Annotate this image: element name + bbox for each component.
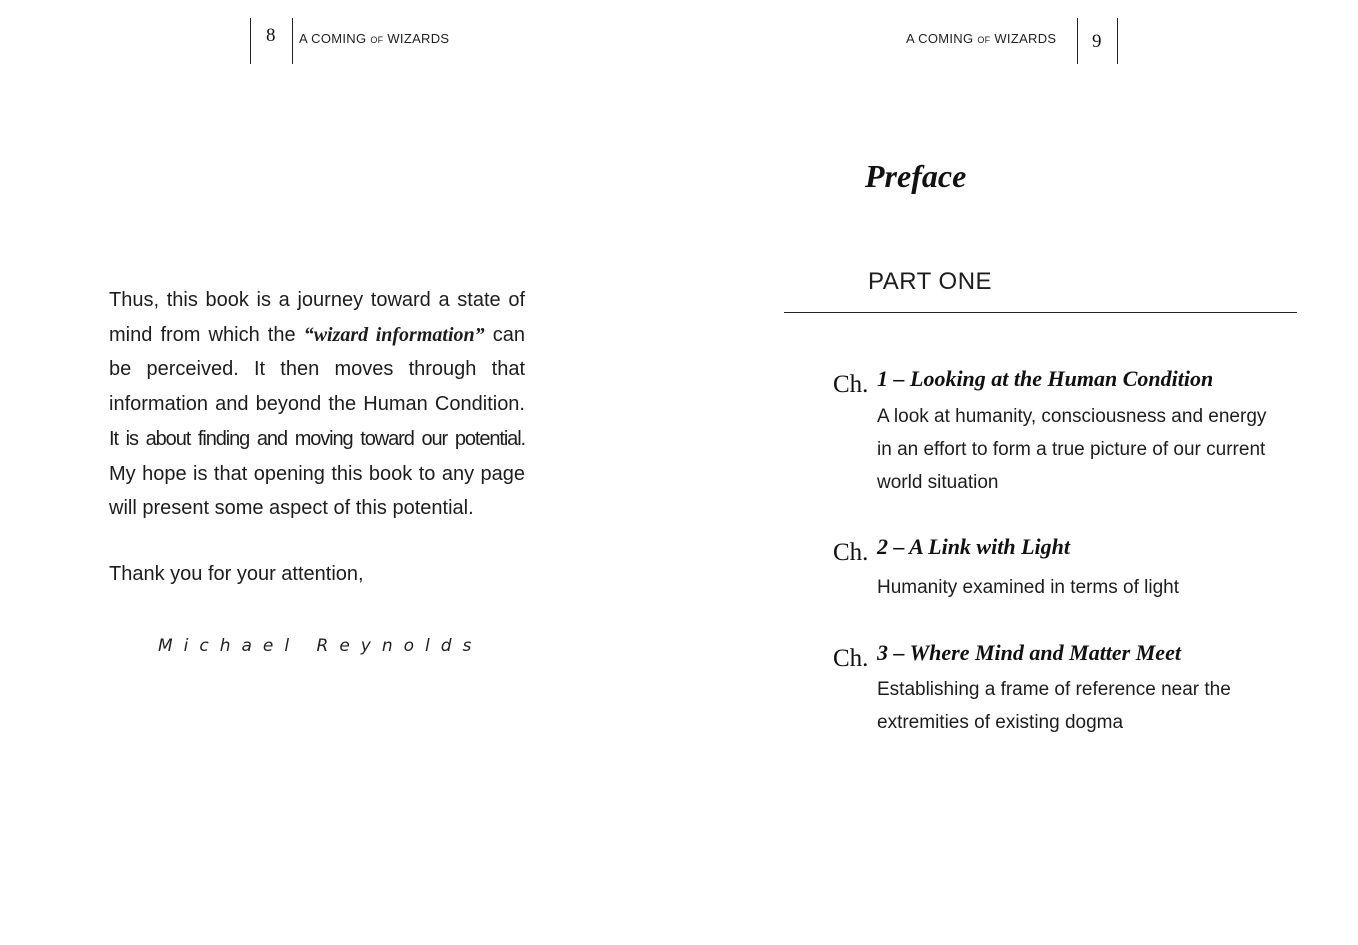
chapter-title: 3 – Where Mind and Matter Meet (877, 640, 1181, 665)
chapter-label: Ch. (833, 539, 869, 566)
preface-heading: Preface (865, 158, 967, 194)
chapter-label: Ch. (833, 645, 869, 672)
chapter-title: 1 – Looking at the Human Condition (877, 366, 1214, 391)
left-header-rule-left (250, 18, 251, 64)
chapter-description: A look at humanity, consciousness and energy in an effort to form a true picture of our current world situation (877, 406, 1267, 493)
right-header-rule-right (1117, 18, 1118, 64)
wizard-information-emphasis: “wizard information” (303, 323, 485, 346)
chapter-description: Humanity examined in terms of light (877, 577, 1180, 598)
left-running-head: A COMING OF WIZARDS (299, 31, 450, 46)
right-page-number: 9 (1092, 31, 1102, 52)
part-divider (784, 312, 1297, 313)
author-signature: Michael Reynolds (158, 636, 483, 656)
chapter-label: Ch. (833, 371, 869, 398)
part-title: PART ONE (868, 268, 993, 295)
left-page-number: 8 (266, 25, 276, 46)
intro-paragraph: Thus, this book is a journey toward a state of mind from which the “wizard information” can be perceived. It then moves through that information and beyond the Human Condition. It is about finding and moving toward our potential. My hope is that opening this book to any page will present some aspect of this potential. (109, 289, 525, 520)
right-running-head: A COMING OF WIZARDS (906, 31, 1057, 46)
chapter-title: 2 – A Link with Light (877, 534, 1070, 559)
chapter-description: Establishing a frame of reference near the extremities of existing dogma (877, 679, 1231, 733)
left-header-rule-right (292, 18, 293, 64)
right-header-rule-left (1077, 18, 1078, 64)
closing-line: Thank you for your attention, (109, 563, 364, 585)
